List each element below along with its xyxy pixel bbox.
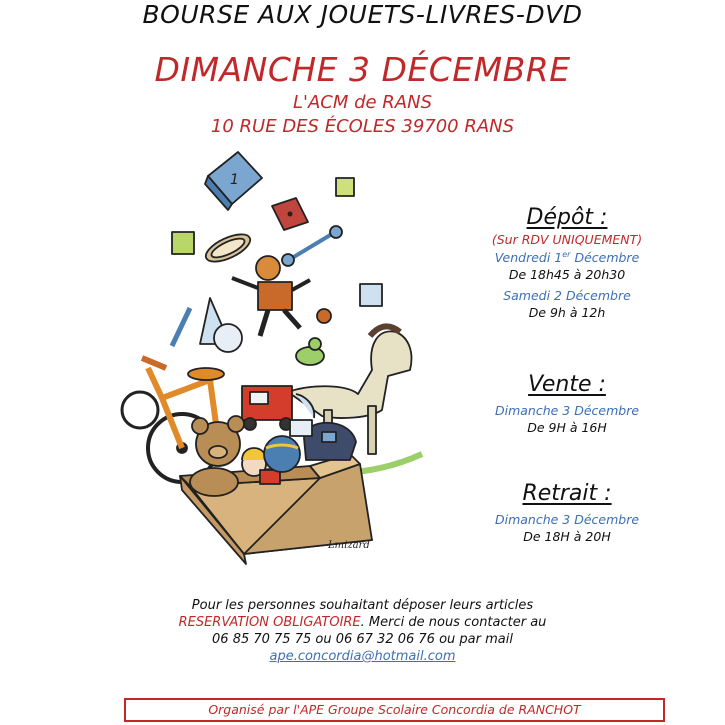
- toy-car-icon: [242, 386, 292, 430]
- svg-text:1: 1: [230, 172, 239, 188]
- blue-die-icon: [205, 152, 262, 210]
- teddy-bear-icon: [190, 416, 244, 496]
- ball-icon: [264, 436, 300, 472]
- organizer-banner: Organisé par l'APE Groupe Scolaire Concordia de RANCHOT: [124, 698, 665, 722]
- footer-line-1: Pour les personnes souhaitant déposer leurs articles: [191, 598, 534, 613]
- green-die-left-icon: [172, 232, 194, 254]
- number-die-icon: [360, 284, 382, 306]
- footer-phone-line: 06 85 70 75 75 ou 06 67 32 06 76 ou par mail: [212, 632, 513, 647]
- reservation-notice: RESERVATION OBLIGATOIRE: [178, 615, 361, 630]
- sailboat-icon: [200, 298, 242, 352]
- retrait-heading: Retrait :: [522, 481, 612, 506]
- event-address: 10 RUE DES ÉCOLES 39700 RANS: [210, 116, 515, 137]
- depot-hours-1: De 18h45 à 20h30: [508, 267, 626, 283]
- depot-hours-2: De 9h à 12h: [528, 305, 606, 321]
- rattle-icon: [282, 226, 342, 266]
- footer-line-2-rest: . Merci de nous contacter au: [360, 615, 547, 630]
- email-link[interactable]: ape.concordia@hotmail.com: [269, 649, 456, 664]
- vente-hours: De 9H à 16H: [527, 420, 607, 435]
- depot-day-1: [432, 250, 702, 265]
- depot-section: [432, 205, 702, 320]
- vente-section: [432, 372, 702, 435]
- retrait-section: [432, 481, 702, 544]
- depot-note: (Sur RDV UNIQUEMENT): [491, 232, 643, 247]
- toys-illustration: [110, 148, 430, 568]
- depot-day-1-text: Vendredi 1: [494, 250, 563, 266]
- depot-heading: Dépôt :: [526, 205, 608, 230]
- depot-day-2: Samedi 2 Décembre: [503, 288, 631, 304]
- footer-line-2: [0, 614, 725, 631]
- retrait-hours: De 18H à 20H: [523, 529, 611, 544]
- red-die-icon: [272, 198, 308, 230]
- event-date: DIMANCHE 3 DÉCEMBRE: [154, 50, 571, 89]
- depot-day-1-sup: er: [562, 250, 571, 259]
- contact-info: [0, 597, 725, 665]
- pencil-icon: [172, 308, 190, 346]
- poster-title: BOURSE AUX JOUETS-LIVRES-DVD: [142, 0, 583, 29]
- vente-day: Dimanche 3 Décembre: [494, 403, 640, 418]
- bottle-icon: [290, 420, 312, 436]
- depot-day-1-month: Décembre: [570, 250, 640, 266]
- vente-heading: Vente :: [528, 372, 606, 397]
- retrait-day: Dimanche 3 Décembre: [494, 512, 640, 527]
- robot-icon: [232, 256, 331, 336]
- tambourine-icon: [202, 229, 254, 267]
- duck-icon: [296, 338, 324, 365]
- event-venue: L'ACM de RANS: [292, 92, 433, 113]
- artist-signature: Lmizard: [328, 540, 370, 551]
- green-die-icon: [336, 178, 354, 196]
